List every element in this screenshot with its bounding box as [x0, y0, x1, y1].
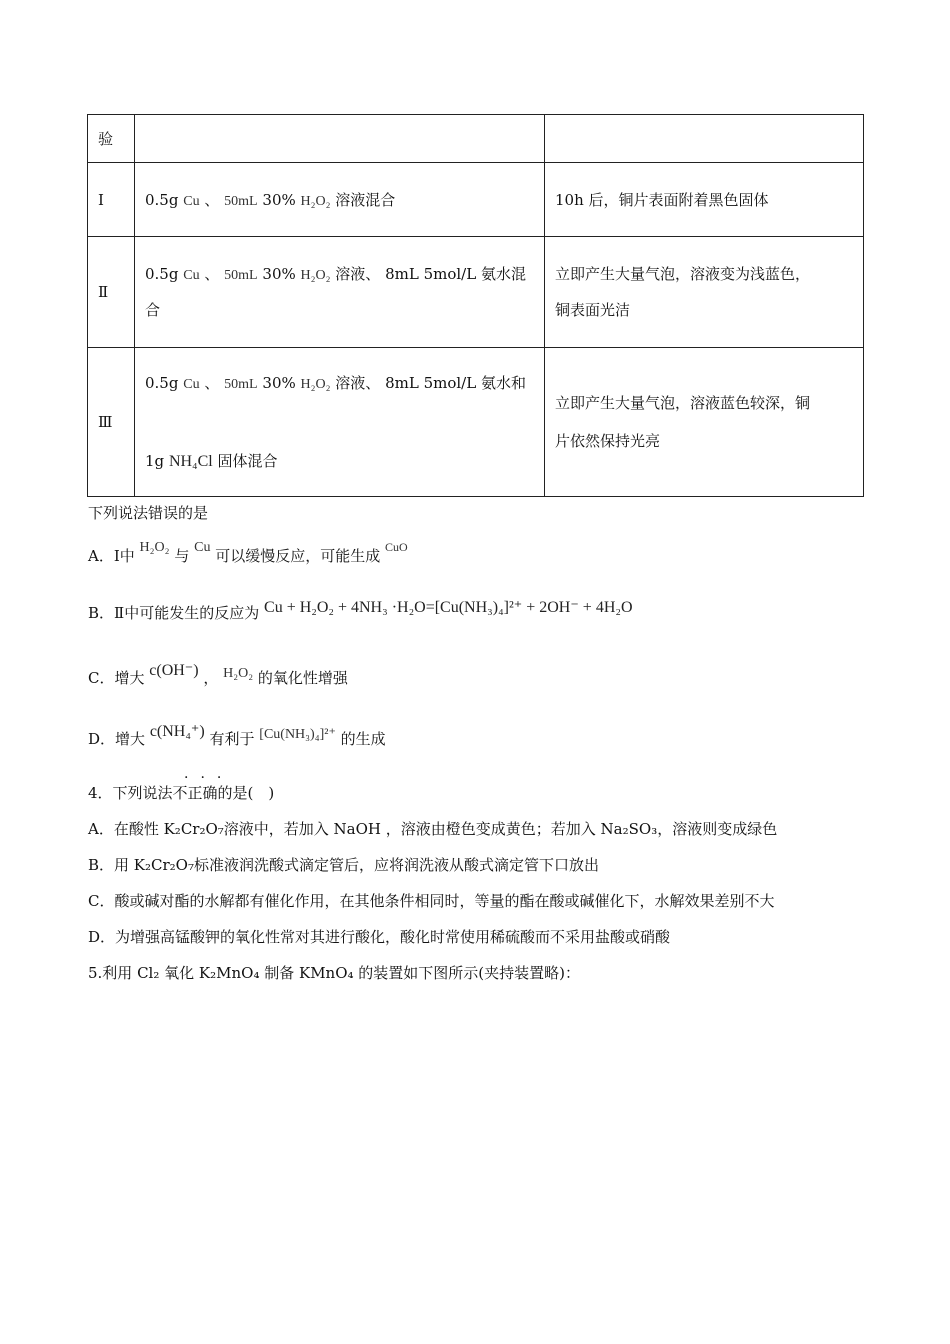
- experiment-table: [87, 114, 864, 497]
- row-id: Ⅲ: [88, 348, 135, 497]
- table-row: [88, 348, 864, 497]
- table-row: [88, 237, 864, 348]
- q4-stem: 4．下列说法不正确的是( ): [88, 784, 275, 802]
- q3-stem: 下列说法错误的是: [88, 504, 209, 522]
- emphasis-dots: ···: [184, 770, 234, 786]
- table-header-row: [88, 115, 864, 163]
- row-result: 立即产生大量气泡，溶液变为浅蓝色， 铜表面光洁: [545, 237, 864, 348]
- row-id: Ⅱ: [88, 237, 135, 348]
- equation: Cu + H₂O₂ + 4NH₃ ·H₂O=[Cu(NH₃)₄]²⁺ + 2OH⁻ + 4H₂O: [264, 599, 633, 616]
- q5-stem: 5.利用 Cl₂ 氧化 K₂MnO₄ 制备 KMnO₄ 的装置如下图所示(夹持装置略)：: [88, 964, 580, 982]
- q3-option-a: A．Ⅰ中 H₂O₂ 与 Cu 可以缓慢反应，可能生成 $^{CuO}$: [88, 540, 408, 565]
- row-id: Ⅰ: [88, 163, 135, 237]
- q3-option-d: D．增大 c(NH₄⁺) 有利于 [Cu(NH₃)₄]²⁺ 的生成: [88, 723, 386, 748]
- header-cell-phenomenon: [545, 115, 864, 163]
- q4-option-a: A．在酸性 K₂Cr₂O₇溶液中，若加入 NaOH ，溶液由橙色变成黄色；若加入 Na₂SO₃，溶液则变成绿色: [88, 820, 778, 838]
- row-reagents: 0.5g Cu 、 50mL 30% H₂O₂ 溶液、 8mL 5mol/L 氨水混 合: [135, 237, 545, 348]
- q4-option-c: C．酸或碱对酯的水解都有催化作用，在其他条件相同时，等量的酯在酸或碱催化下，水解效果差别不大: [88, 892, 775, 910]
- header-cell-experiment: 验: [88, 115, 135, 163]
- row-reagents: 0.5g Cu 、 50mL 30% H₂O₂ 溶液混合: [135, 163, 545, 237]
- q3-option-c: C．增大 c(OH⁻) ， H₂O₂ 的氧化性增强: [88, 662, 348, 687]
- row-result: 立即产生大量气泡，溶液蓝色较深，铜 片依然保持光亮: [545, 348, 864, 497]
- q4-option-b: B．用 K₂Cr₂O₇标准液润洗酸式滴定管后，应将润洗液从酸式滴定管下口放出: [88, 856, 599, 874]
- row-reagents: 0.5g Cu 、 50mL 30% H₂O₂ 溶液、 8mL 5mol/L 氨水和 1g NH₄Cl 固体混合: [135, 348, 545, 497]
- q3-option-b: B．Ⅱ中可能发生的反应为 Cu + H₂O₂ + 4NH₃ ·H₂O=[Cu(NH₃)₄]²⁺ + 2OH⁻ + 4H₂O: [88, 599, 633, 622]
- row-result: 10h 后，铜片表面附着黑色固体: [545, 163, 864, 237]
- table-row: [88, 163, 864, 237]
- header-cell-reagents: [135, 115, 545, 163]
- q4-option-d: D．为增强高锰酸钾的氧化性常对其进行酸化，酸化时常使用稀硫酸而不采用盐酸或硝酸: [88, 928, 671, 946]
